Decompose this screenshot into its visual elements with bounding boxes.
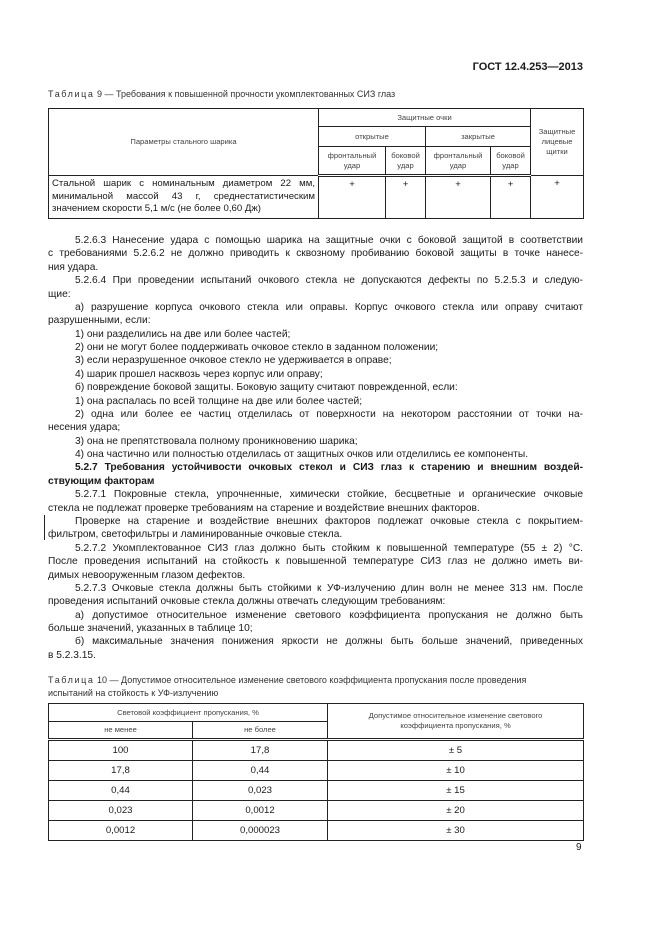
paragraph-line: 3) если неразрушенное очковое стекло не удерживается в оправе; (75, 355, 392, 367)
table-row (49, 740, 584, 761)
header-open-side: боковой удар (386, 147, 426, 176)
cell-value: + (319, 176, 386, 219)
cell-max: 17,8 (193, 740, 328, 761)
paragraph-line: димых невооруженным глазом дефектов. (48, 569, 246, 581)
document-code: ГОСТ 12.4.253—2013 (472, 61, 583, 73)
paragraph-line: б) повреждение боковой защиты. Боковую защиту считают поврежденной, если: (75, 382, 458, 394)
header-open-frontal: фронтальный удар (319, 147, 386, 176)
paragraph-line: 5.2.6.4 При проведении испытаний очкового стекла не допускаются дефекты по 5.2.5.3 и следую- (75, 275, 583, 287)
header-goggles: Защитные очки (319, 109, 531, 127)
paragraph-line: а) допустимое относительное изменение светового коэффициента пропускания не должно быть (75, 609, 583, 621)
table-row (49, 781, 584, 801)
table10-caption-line2: испытаний на стойкость к УФ-излучению (48, 688, 219, 698)
cell-change: ± 15 (328, 781, 584, 801)
table10-title: 10 — Допустимое относительное изменение светового коэффициента пропускания после проведения (94, 675, 527, 685)
table9-title: 9 — Требования к повышенной прочности укомплектованных СИЗ глаз (94, 89, 396, 99)
cell-param: Стальной шарик с номинальным диаметром 22 мм, минимальной массой 43 г, среднестатистическим значением скорости 5,1 м/с (не более 0,60 Дж) (49, 176, 319, 219)
paragraph-line: б) максимальные значения понижения яркости не должны быть больше значений, приведенных (75, 636, 583, 648)
paragraph-line: стекла не подлежат проверке требованиям на старение и воздействие внешних факторов. (48, 502, 480, 514)
header-closed-side: боковой удар (491, 147, 531, 176)
paragraph-line: в 5.2.3.15. (48, 649, 96, 661)
cell-change: ± 20 (328, 801, 584, 821)
section-heading-line: ствующим факторам (48, 475, 155, 487)
cell-change: ± 30 (328, 821, 584, 841)
cell-min: 0,0012 (49, 821, 193, 841)
paragraph-line: больше значений, указанных в таблице 10; (48, 623, 253, 635)
cell-min: 0,44 (49, 781, 193, 801)
paragraph-line: 2) они не могут более поддерживать очковое стекло в заданном положении; (75, 342, 439, 354)
paragraph-line: 4) она частично или полностью отделилась от защитных очков или отделились ее компоненты. (75, 449, 529, 461)
paragraph-line: 2) одна или более ее частиц отделилась от поверхности на некотором расстоянии от точки на- (75, 408, 583, 420)
table-row (49, 761, 584, 781)
paragraph-line: а) разрушение корпуса очкового стекла или оправы. Корпус очкового стекла или оправу считают (75, 301, 583, 313)
paragraph-line: несения удара; (48, 422, 121, 434)
header-min: не менее (49, 722, 193, 740)
header-transmittance: Световой коэффициент пропускания, % (49, 704, 328, 722)
cell-change: ± 10 (328, 761, 584, 781)
header-open: открытые (319, 127, 426, 147)
paragraph-line: Проверке на старение и воздействие внешних факторов подлежат очковые стекла с покрытием- (75, 515, 583, 527)
paragraph-line: 3) она не препятствовала полному проникновению шарика; (75, 435, 358, 447)
paragraph-line: 5.2.6.3 Нанесение удара с помощью шарика на защитные очки с боковой защитой в соответствии (75, 235, 583, 246)
table-row (49, 821, 584, 841)
cell-max: 0,000023 (193, 821, 328, 841)
cell-value: + (426, 176, 491, 219)
paragraph-line: ния удара. (48, 261, 99, 273)
paragraph-line: щие: (48, 288, 71, 300)
paragraph-line: После проведения испытаний на стойкость к повышенной температуре СИЗ глаз не должно иметь ви- (48, 556, 583, 568)
cell-value: + (386, 176, 426, 219)
paragraph-line: 5.2.7.2 Укомплектованное СИЗ глаз должно быть стойким к повышенной температуре (55 ± 2) °С. (75, 542, 583, 554)
cell-min: 0,023 (49, 801, 193, 821)
header-params: Параметры стального шарика (49, 109, 319, 176)
page-number: 9 (576, 842, 582, 853)
table-9 (48, 108, 584, 219)
header-closed: закрытые (426, 127, 531, 147)
table9-caption (48, 89, 395, 99)
table-row (49, 176, 584, 219)
paragraph-line: 1) они разделились на две или более частей; (75, 328, 291, 340)
paragraph-line: 1) она распалась по всей толщине на две или более частей; (75, 395, 363, 407)
paragraph-line: 4) шарик прошел насквозь через корпус или оправу; (75, 368, 323, 380)
change-bar (44, 515, 45, 540)
header-closed-frontal: фронтальный удар (426, 147, 491, 176)
header-max: не более (193, 722, 328, 740)
table-label: Таблица (48, 675, 95, 685)
table-row (49, 801, 584, 821)
paragraph-line: фильтром, светофильтры и ламинированные очковые стекла. (48, 529, 343, 541)
cell-max: 0,023 (193, 781, 328, 801)
cell-max: 0,44 (193, 761, 328, 781)
section-heading-line: 5.2.7 Требования устойчивости очковых стекол и СИЗ глаз к старению и внешним воздей- (75, 462, 583, 474)
cell-value: + (491, 176, 531, 219)
table10-caption (48, 675, 526, 685)
cell-min: 100 (49, 740, 193, 761)
cell-max: 0,0012 (193, 801, 328, 821)
cell-min: 17,8 (49, 761, 193, 781)
table-10 (48, 703, 584, 841)
table-label: Таблица (48, 89, 95, 99)
cell-value: + (531, 176, 584, 219)
paragraph-line: 5.2.7.3 Очковые стекла должны быть стойкими к УФ-излучению длин волн не менее 313 нм. После (75, 582, 583, 594)
header-allowed-change: Допустимое относительное изменение светового коэффициента пропускания, % (328, 704, 584, 740)
paragraph-line: разрушенными, если: (48, 315, 151, 327)
paragraph-line: проведения испытаний очковые стекла должны отвечать следующим требованиям: (48, 596, 446, 608)
paragraph-line: 5.2.7.1 Покровные стекла, упрочненные, химически стойкие, бесцветные и органические очковые (75, 489, 583, 501)
paragraph-line: с требованиями 5.2.6.2 не должно приводить к сквозному пробиванию боковой защиты в точке нанесе- (48, 248, 583, 260)
cell-change: ± 5 (328, 740, 584, 761)
header-face-shields: Защитные лицевые щитки (531, 109, 584, 176)
